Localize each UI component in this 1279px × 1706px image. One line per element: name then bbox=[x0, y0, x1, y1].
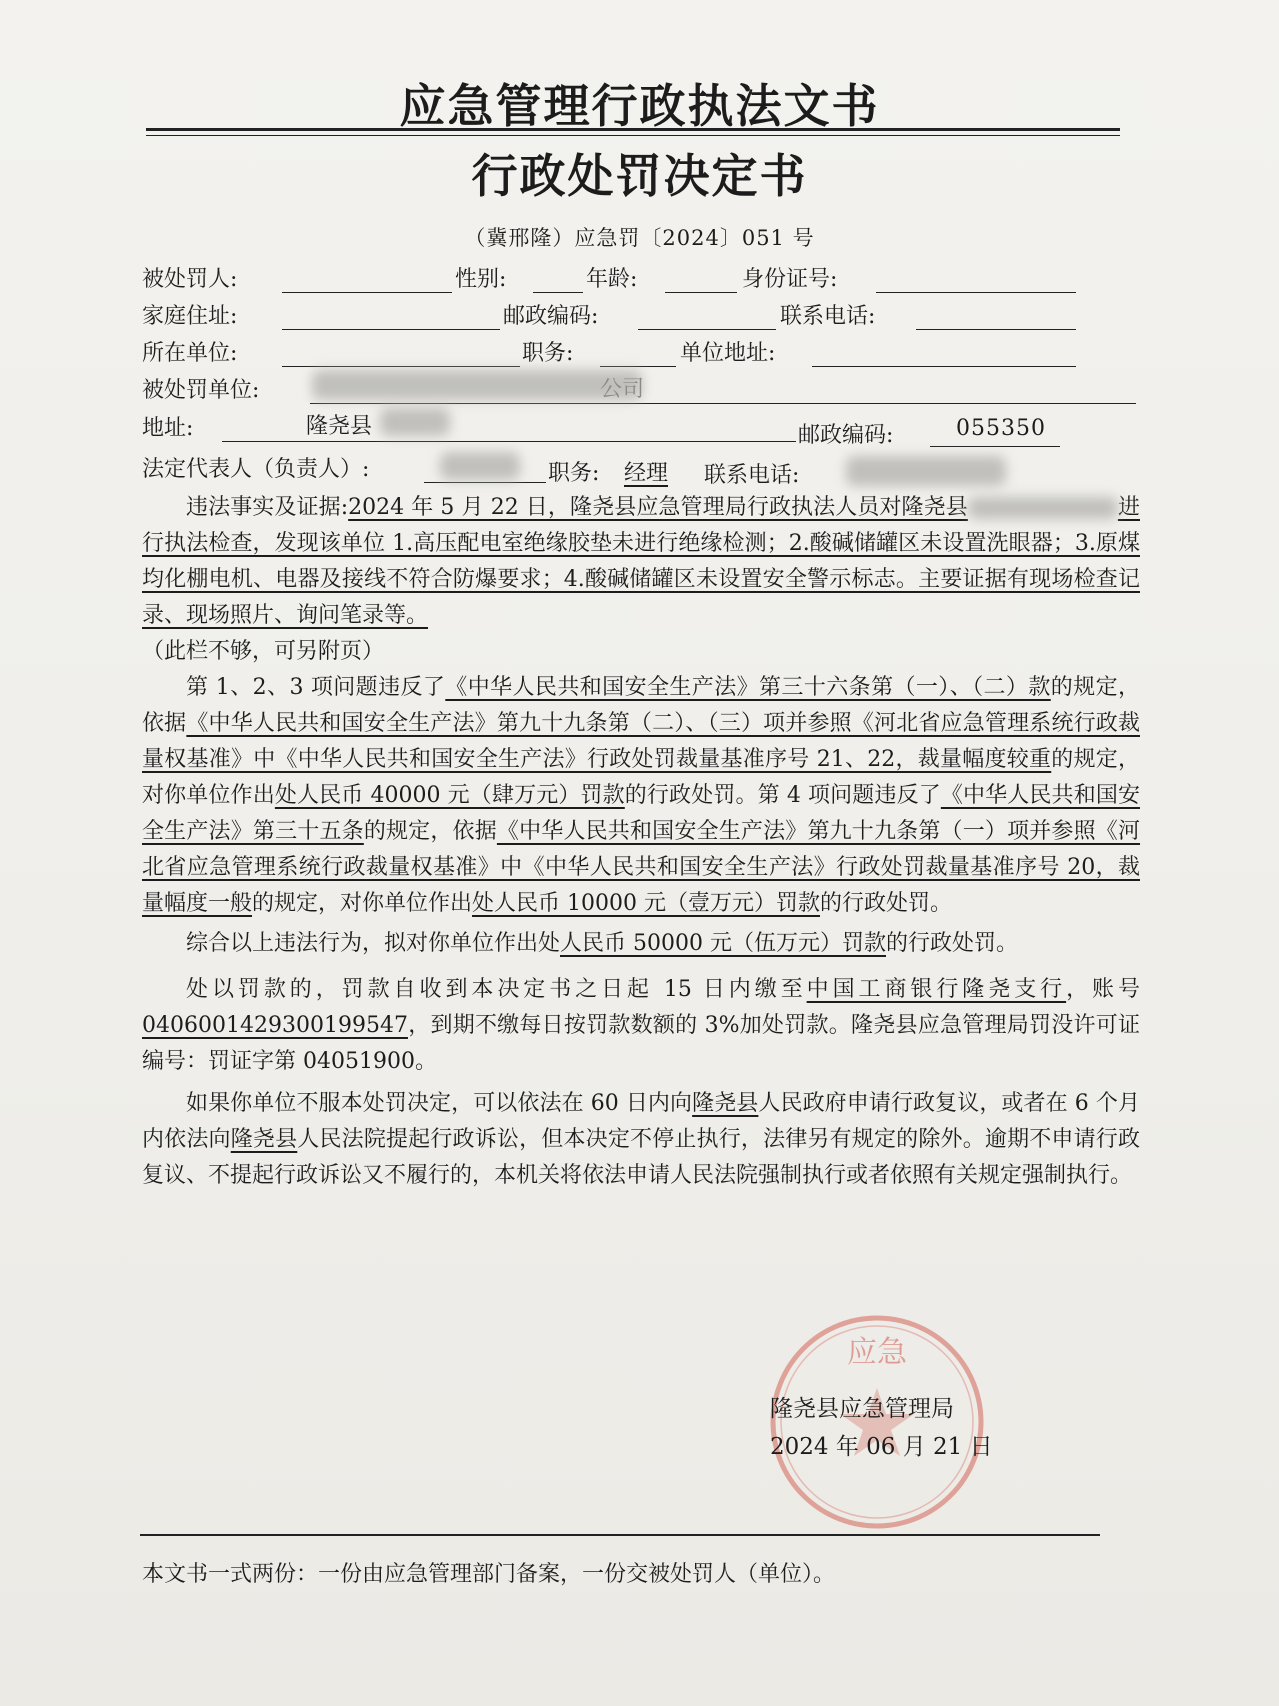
p1-text-e: 的规定，对你单位作出 bbox=[142, 747, 1140, 808]
p3-text-a: 处以罚款的，罚款自收到本决定书之日起 15 日内缴至 bbox=[186, 977, 807, 1002]
issuing-agency: 隆尧县应急管理局 bbox=[770, 1396, 954, 1422]
facts-label: 违法事实及证据: bbox=[186, 495, 349, 520]
id-blank bbox=[876, 292, 1076, 293]
p1-basis-a: 《中华人民共和国安全生产法》第九十九条第（二）、（三）项并参照《河北省应急管理系统行政裁量权基准》中《中华人民共和国安全生产法》行政处罚裁量基准序号 21、22，裁量幅度较重 bbox=[142, 711, 1140, 772]
id-label: 身份证号: bbox=[742, 267, 838, 292]
employer-address-blank bbox=[812, 366, 1076, 367]
postcode-blank bbox=[638, 329, 776, 330]
p1-fine-a: 处人民币 40000 元（肆万元）罚款 bbox=[274, 783, 625, 808]
facts-paragraph bbox=[142, 490, 1140, 634]
document-title: 应急管理行政执法文书 bbox=[399, 79, 880, 133]
appeal-government: 隆尧县 bbox=[692, 1091, 759, 1116]
address-blank bbox=[222, 441, 796, 442]
redacted-rep-phone bbox=[846, 456, 1006, 486]
p1-basis-b: 《中华人民共和国安全生产法》第九十九条第（一）项并参照《河北省应急管理系统行政裁量权基准》中《中华人民共和国安全生产法》行政处罚裁量基准序号 20，裁量幅度一般 bbox=[142, 819, 1140, 916]
p1-law-a: 《中华人民共和国安全生产法》第三十六条第（一）、（二）款 bbox=[445, 675, 1051, 700]
unit-blank bbox=[310, 403, 1136, 404]
document-body bbox=[142, 490, 1140, 1194]
address-label: 地址: bbox=[142, 416, 194, 441]
payment-bank: 中国工商银行隆尧支行 bbox=[806, 977, 1067, 1002]
age-blank bbox=[665, 292, 737, 293]
unit-name-tail: 公司 bbox=[600, 377, 645, 402]
p2-text-a: 综合以上违法行为，拟对你单位作出处 bbox=[186, 931, 561, 956]
appeal-paragraph bbox=[142, 1086, 1140, 1194]
employer-blank bbox=[282, 366, 520, 367]
total-paragraph bbox=[142, 926, 1140, 962]
phone-label: 联系电话: bbox=[780, 304, 876, 329]
facts-text-2: 进行执法检查，发现该单位 1.高压配电室绝缘胶垫未进行绝缘检测；2.酸碱储罐区未设置洗眼器；3.原煤均化棚电机、电器及接线不符合防爆要求；4.酸碱储罐区未设置安全警示标志。主要证据有现场检查记录、现场照片、询问笔录等。 bbox=[142, 495, 1140, 628]
position-label: 职务: bbox=[522, 341, 574, 366]
p2-total-fine: 人民币 50000 元（伍万元）罚款 bbox=[560, 931, 886, 956]
person-label: 被处罚人: bbox=[142, 267, 238, 292]
title-rule-thick bbox=[146, 128, 1120, 131]
footer-rule bbox=[140, 1534, 1100, 1536]
person-blank bbox=[282, 292, 452, 293]
seal-text: 应急 bbox=[847, 1335, 907, 1370]
issue-date: 2024 年 06 月 21 日 bbox=[770, 1434, 993, 1460]
title-rule-thin bbox=[146, 135, 1120, 136]
document-number: （冀邢隆）应急罚〔2024〕051 号 bbox=[464, 226, 815, 250]
redacted-representative bbox=[440, 452, 520, 480]
payment-paragraph bbox=[142, 972, 1140, 1080]
appeal-court: 隆尧县 bbox=[230, 1127, 298, 1152]
p1-text-k: 的规定，对你单位作出 bbox=[252, 891, 473, 916]
document-subtitle: 行政处罚决定书 bbox=[471, 149, 808, 203]
unit-label: 被处罚单位: bbox=[142, 378, 260, 403]
p1-fine-b: 处人民币 10000 元（壹万元）罚款 bbox=[472, 891, 821, 916]
position-blank bbox=[600, 366, 676, 367]
phone-blank bbox=[916, 329, 1076, 330]
redacted-facts-unit bbox=[968, 497, 1118, 519]
p1-text-i: 的规定，依据 bbox=[363, 819, 497, 844]
unit-postcode-value: 055350 bbox=[956, 416, 1046, 441]
home-blank bbox=[282, 329, 500, 330]
facts-note: （此栏不够，可另附页） bbox=[142, 639, 385, 664]
p4-text-c: 人民法院提起行政诉讼，但本决定不停止执行，法律另有规定的除外。逾期不申请行政复议、不提起行政诉讼又不履行的，本机关将依法申请人民法院强制执行或者依照有关规定强制执行。 bbox=[142, 1127, 1140, 1188]
p1-text-m: 的行政处罚。 bbox=[820, 891, 953, 916]
representative-label: 法定代表人（负责人）: bbox=[142, 457, 370, 482]
p4-text-b: 人民政府申请行政复议，或者在 6 个月内依法向 bbox=[142, 1091, 1140, 1152]
rep-position-value: 经理 bbox=[624, 461, 669, 486]
p1-text-c: 的规定，依据 bbox=[142, 675, 1140, 736]
address-value: 隆尧县 bbox=[306, 414, 373, 439]
p3-text-c: ，到期不缴每日按罚款数额的 3%加处罚款。隆尧县应急管理局罚没许可证编号：罚证字第 04051900。 bbox=[142, 1013, 1140, 1074]
facts-text: 2024 年 5 月 22 日，隆尧县应急管理局行政执法人员对隆尧县 bbox=[348, 495, 968, 520]
p1-law-b: 《中华人民共和国安全生产法》第三十五条 bbox=[142, 783, 1140, 844]
age-label: 年龄: bbox=[586, 267, 638, 292]
p1-text-g: 的行政处罚。第 4 项问题违反了 bbox=[624, 783, 941, 808]
redacted-address bbox=[380, 408, 450, 436]
rep-phone-label: 联系电话: bbox=[704, 463, 800, 488]
penalty-paragraph bbox=[142, 670, 1140, 922]
unit-postcode-blank bbox=[930, 446, 1060, 447]
footer-note: 本文书一式两份：一份由应急管理部门备案，一份交被处罚人（单位）。 bbox=[142, 1562, 836, 1587]
postcode-label: 邮政编码: bbox=[503, 304, 599, 329]
p3-text-b: ，账号 bbox=[1066, 977, 1140, 1002]
employer-label: 所在单位: bbox=[142, 341, 238, 366]
home-label: 家庭住址: bbox=[142, 304, 238, 329]
payment-account: 0406001429300199547 bbox=[142, 1013, 408, 1038]
p4-text-a: 如果你单位不服本处罚决定，可以依法在 60 日内向 bbox=[186, 1091, 693, 1116]
gender-label: 性别: bbox=[455, 267, 507, 292]
p2-text-c: 的行政处罚。 bbox=[886, 931, 1019, 956]
representative-blank bbox=[424, 482, 546, 483]
employer-address-label: 单位地址: bbox=[680, 341, 776, 366]
unit-postcode-label: 邮政编码: bbox=[798, 423, 894, 448]
redacted-unit-name bbox=[312, 370, 642, 400]
gender-blank bbox=[533, 292, 583, 293]
p1-text-a: 第 1、2、3 项问题违反了 bbox=[186, 675, 446, 700]
rep-position-label: 职务: bbox=[548, 461, 600, 486]
